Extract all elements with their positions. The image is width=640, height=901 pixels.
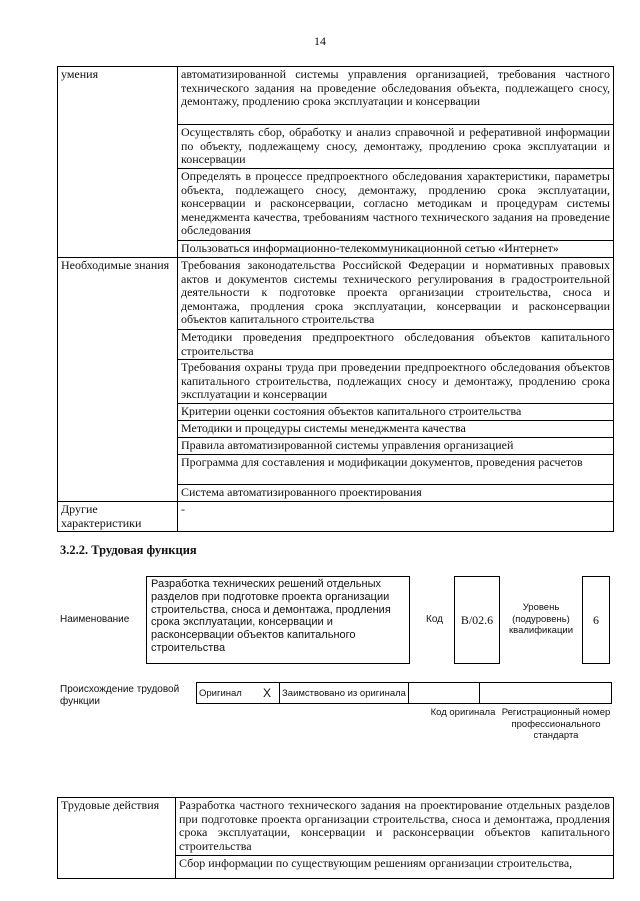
origin-code-cell	[409, 683, 480, 704]
section-title: 3.2.2. Трудовая функция	[60, 543, 197, 557]
table-cell: автоматизированной системы управления организацией, требования частного технического задания на проведение обследования объекта, подлежащего сносу, демонтажу, продлению срока эксплуатации и консервации	[178, 67, 614, 125]
origin-label: Происхождение трудовой функции	[60, 684, 180, 707]
table-cell: -	[178, 502, 614, 532]
table-cell: Система автоматизированного проектирования	[178, 485, 614, 502]
table-cell: Правила автоматизированной системы управления организацией	[178, 438, 614, 455]
row-label-other: Другие характеристики	[58, 502, 178, 532]
reg-number-caption: Регистрационный номер профессионального стандарта	[501, 707, 611, 741]
borrowed-label: Заимствовано из оригинала	[280, 683, 409, 704]
original-mark: X	[255, 683, 280, 704]
table-row	[58, 258, 614, 330]
origin-reg-cell	[480, 683, 612, 704]
table-cell: Методики и процедуры системы менеджмента качества	[178, 421, 614, 438]
table-cell: Разработка частного технического задания на проектирование отдельных разделов при подготовке проекта организации строительства, сноса и демонтажа, продления срока эксплуатации, консервации и расконсервации объектов капитального строительства	[176, 798, 614, 856]
table-cell: Требования законодательства Российской Федерации и нормативных правовых актов и документов системы технического регулирования в градостроительной деятельности к подготовке проекта организации строительства, сноса и демонтажа, продления срока эксплуатации, консервации и расконсервации объектов капитального строительства	[178, 258, 614, 330]
page-number: 14	[314, 34, 326, 48]
table-cell: Требования охраны труда при проведении предпроектного обследования объектов капитального строительства, подлежащих сносу и демонтажу, продлению срока эксплуатации и консервации	[178, 360, 614, 404]
table-row	[58, 798, 614, 856]
level-value: 6	[593, 612, 599, 627]
table-cell: Программа для составления и модификации документов, проведения расчетов	[178, 455, 614, 485]
origin-table	[196, 682, 612, 704]
table-cell: Методики проведения предпроектного обследования объектов капитального строительства	[178, 330, 614, 360]
level-label: Уровень (подуровень) квалификации	[508, 602, 574, 636]
table-cell: Осуществлять сбор, обработку и анализ справочной и реферативной информации по объекту, подлежащему сносу, демонтажу, продлению срока эксплуатации и консервации	[178, 125, 614, 169]
code-label: Код	[426, 614, 444, 625]
table-cell: Определять в процессе предпроектного обследования характеристики, параметры объекта, подлежащего сносу, демонтажу, продлению срока эксплуатации, консервации и расконсервации, согласно методикам и процедурам системы менеджмента качества, требованиям частного технического задания на проведение обследования	[178, 169, 614, 241]
code-value-box	[454, 576, 500, 664]
original-label: Оригинал	[197, 683, 256, 704]
table-row	[58, 67, 614, 125]
row-label-skills: умения	[58, 67, 178, 258]
table-cell: Пользоваться информационно-телекоммуникационной сетью «Интернет»	[178, 241, 614, 258]
code-original-caption: Код оригинала	[430, 707, 496, 718]
skills-knowledge-table	[57, 66, 614, 532]
table-row	[58, 502, 614, 532]
level-value-box	[582, 576, 610, 664]
code-value: B/02.6	[460, 612, 494, 627]
labor-actions-table	[57, 797, 614, 879]
table-cell: Сбор информации по существующим решениям организации строительства,	[176, 856, 614, 879]
row-label-actions: Трудовые действия	[58, 798, 176, 879]
row-label-knowledge: Необходимые знания	[58, 258, 178, 502]
table-cell: Критерии оценки состояния объектов капитального строительства	[178, 404, 614, 421]
function-name-box: Разработка технических решений отдельных разделов при подготовке проекта организации строительства, сноса и демонтажа, продления срока эксплуатации, консервации и расконсервации объектов капитального строительства	[146, 576, 410, 664]
name-label: Наименование	[60, 614, 130, 625]
